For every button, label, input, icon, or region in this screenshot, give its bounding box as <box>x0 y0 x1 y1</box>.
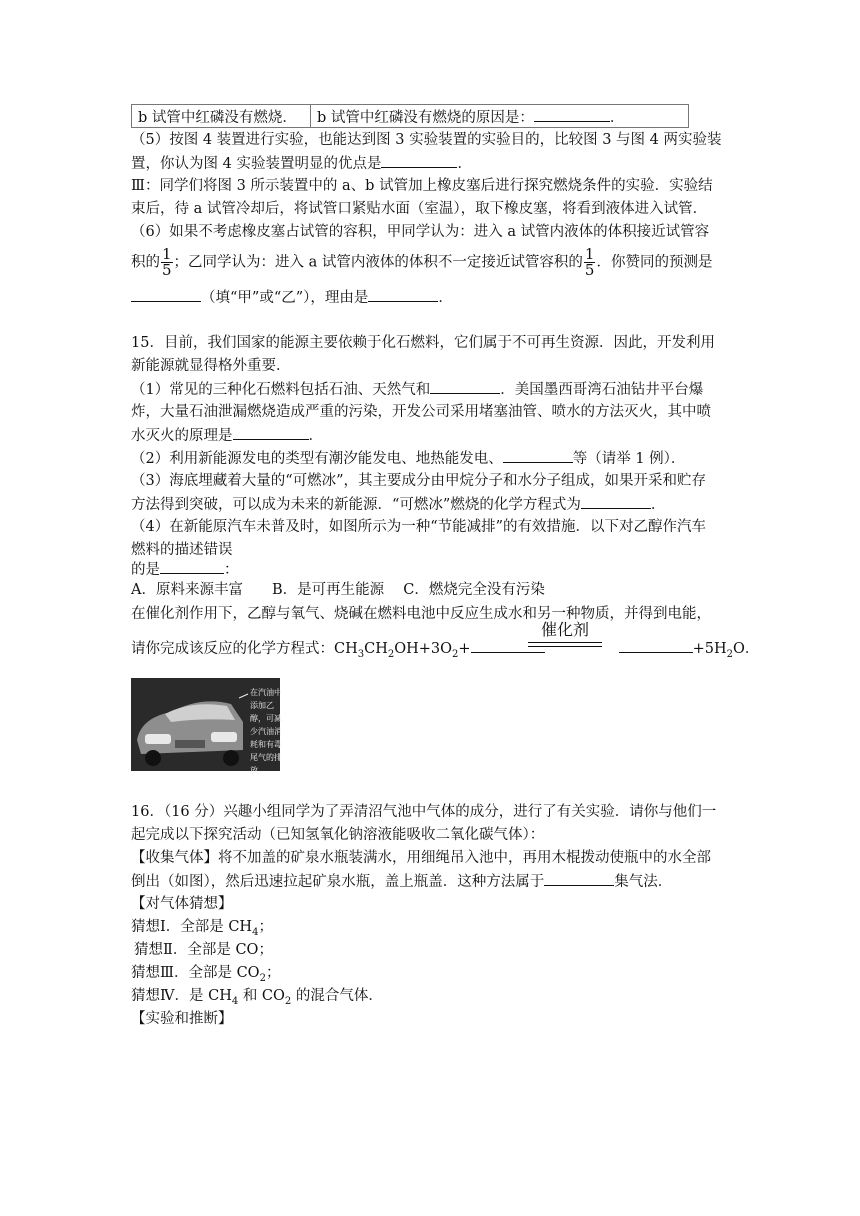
punct: ． <box>457 156 472 172</box>
q15-intro-line2 <box>131 356 291 376</box>
text: 倒出（如图），然后迅速拉起矿泉水瓶，盖上瓶盖．这种方法属于 <box>131 874 545 890</box>
text: 猜想Ⅱ．全部是 CO； <box>134 942 273 958</box>
subscript: 2 <box>452 648 459 660</box>
equals-sign <box>528 642 602 647</box>
q14-part5-line1 <box>131 130 722 150</box>
car-photo-caption: 在汽油中添加乙醇，可减少汽油消耗和有毒尾气的排放。 <box>250 688 282 775</box>
punct: ． <box>308 428 323 444</box>
text: 请你完成该反应的化学方程式：CH <box>131 641 358 657</box>
subscript: 2 <box>726 648 733 660</box>
text: ： <box>224 562 239 578</box>
table-cell-observation <box>132 105 311 128</box>
q15-s3-line2 <box>131 494 665 515</box>
q16-experiment-heading <box>131 1009 233 1029</box>
text: ．美国墨西哥湾石油钻井平台爆 <box>500 382 704 398</box>
frac-den: 5 <box>162 261 172 279</box>
q15-s1-line1 <box>131 379 703 400</box>
text: O． <box>732 641 760 657</box>
answer-blank[interactable] <box>381 153 457 168</box>
text: 燃料的描述错误 <box>131 542 233 558</box>
q16-guess1 <box>131 917 273 943</box>
q15-s4-line1 <box>131 517 706 537</box>
q15-s4-line3 <box>131 559 239 580</box>
catalyst-condition <box>528 620 602 647</box>
q16-intro-line2 <box>131 825 544 845</box>
text: （3）海底埋藏着大量的“可燃冰”，其主要成分由甲烷分子和水分子组成，如果开采和贮存 <box>131 473 707 489</box>
fraction-one-fifth <box>584 247 596 278</box>
text: OH+3O <box>394 641 453 657</box>
fraction-one-fifth <box>161 247 173 278</box>
q14-part6-line1 <box>131 222 709 242</box>
text: 和 CO <box>238 988 285 1004</box>
subscript: 2 <box>387 648 395 660</box>
text: 的是 <box>131 562 160 578</box>
q14-part3-line2 <box>131 199 707 219</box>
answer-blank[interactable] <box>534 107 610 122</box>
answer-blank[interactable] <box>160 559 224 574</box>
q16-collect-line2 <box>131 871 672 892</box>
answer-blank[interactable] <box>430 379 500 394</box>
text: 炸，大量石油泄漏燃烧造成严重的污染，开发公司采用堵塞油管、喷水的方法灭火，其中喷 <box>131 404 711 420</box>
answer-blank[interactable] <box>368 287 438 302</box>
q14-part3-line1 <box>131 176 713 196</box>
text: 新能源就显得格外重要． <box>131 358 291 374</box>
text: 【收集气体】将不加盖的矿泉水瓶装满水，用细绳吊入池中，再用木棍拨动使瓶中的水全部 <box>131 850 711 866</box>
subscript: 2 <box>259 972 266 984</box>
text: CH <box>364 641 388 657</box>
text: +5H <box>692 641 727 657</box>
answer-blank[interactable] <box>619 638 693 653</box>
answer-blank[interactable] <box>131 287 201 302</box>
text: + <box>458 641 471 657</box>
text: 在催化剂作用下，乙醇与氧气、烧碱在燃料电池中反应生成水和另一种物质，并得到电能， <box>131 606 711 622</box>
q16-guess3 <box>131 963 280 989</box>
punct: ． <box>650 497 666 513</box>
text: 15．目前，我们国家的能源主要依赖于化石燃料，它们属于不可再生资源．因此，开发利用 <box>131 335 715 351</box>
answer-blank[interactable] <box>544 871 614 886</box>
cell-text: b 试管中红磷没有燃烧． <box>138 109 297 126</box>
frac-num: 1 <box>162 245 172 263</box>
answer-blank[interactable] <box>233 425 309 440</box>
punct: ． <box>609 109 625 126</box>
text: 集气法． <box>614 874 673 890</box>
q15-s4-line5 <box>131 604 711 624</box>
q16-intro-line1 <box>131 802 716 822</box>
text: ； <box>258 919 273 935</box>
text: （4）在新能原汽车未普及时，如图所示为一种“节能减排”的有效措施．以下对乙醇作汽车 <box>131 519 707 535</box>
answer-blank[interactable] <box>581 494 651 509</box>
text: 起完成以下探究活动（已知氢氧化钠溶液能吸收二氧化碳气体）： <box>131 827 545 843</box>
text: （6）如果不考虑橡皮塞占试管的容积，甲同学认为：进入 a 试管内液体的体积接近试管容 <box>131 224 710 240</box>
text: （2）利用新能源发电的类型有潮汐能发电、地热能发电、 <box>131 451 503 467</box>
text: 的混合气体． <box>291 988 383 1004</box>
q16-guess2 <box>134 940 273 960</box>
cell-text: b 试管中红磷没有燃烧的原因是： <box>317 109 534 126</box>
text: A．原料来源丰富 B．是可再生能源 C．燃烧完全没有污染 <box>131 582 545 598</box>
text: 猜想Ⅲ．全部是 CO <box>131 965 260 981</box>
q15-s1-line3 <box>131 425 323 446</box>
catalyst-label: 催化剂 <box>540 620 589 639</box>
text: （1）常见的三种化石燃料包括石油、天然气和 <box>131 382 431 398</box>
q14-part5-line2 <box>131 153 472 174</box>
text: 猜想Ⅰ．全部是 CH <box>131 919 253 935</box>
q15-s2-line <box>131 448 685 469</box>
subscript: 2 <box>284 995 292 1007</box>
observation-table <box>131 104 689 128</box>
text: 束后，待 a 试管冷却后，将试管口紧贴水面（室温），取下橡皮塞，将看到液体进入试管． <box>131 201 708 217</box>
q16-collect-line1 <box>131 848 711 868</box>
q15-options <box>131 580 545 600</box>
text: 猜想Ⅳ．是 CH <box>131 988 232 1004</box>
answer-blank[interactable] <box>503 448 573 463</box>
table-row <box>132 105 689 128</box>
text: 水灭火的原理是 <box>131 428 233 444</box>
text: 【对气体猜想】 <box>131 896 233 912</box>
text: 方法得到突破，可以成为未来的新能源．“可燃冰”燃烧的化学方程式为 <box>131 497 581 513</box>
q14-part6-line3 <box>131 287 453 308</box>
q15-s4-line2 <box>131 540 233 560</box>
q15-s1-line2 <box>131 402 711 422</box>
text: ．你赞同的预测是 <box>596 254 713 271</box>
frac-den: 5 <box>584 261 595 279</box>
punct: ． <box>438 290 453 306</box>
frac-num: 1 <box>584 245 595 263</box>
q16-guess4 <box>131 986 383 1012</box>
q15-equation-line <box>131 638 759 665</box>
subscript: 4 <box>252 926 259 938</box>
text: 等（请举 1 例）． <box>572 451 686 467</box>
text: 【实验和推断】 <box>131 1011 233 1027</box>
q15-s3-line1 <box>131 471 706 491</box>
text: Ⅲ：同学们将图 3 所示装置中的 a、b 试管加上橡皮塞后进行探究燃烧条件的实验．实验结 <box>131 178 713 194</box>
q14-part6-line2 <box>131 247 712 278</box>
table-cell-reason <box>311 105 689 128</box>
text: 积的 <box>131 254 160 271</box>
text: 16．（16 分）兴趣小组同学为了弄清沼气池中气体的成分，进行了有关实验．请你与他们一 <box>131 804 717 820</box>
text: ； <box>265 965 281 981</box>
q15-intro-line1 <box>131 333 715 353</box>
text: 置，你认为图 4 实验装置明显的优点是 <box>131 156 382 172</box>
text: （5）按图 4 装置进行实验，也能达到图 3 实验装置的实验目的，比较图 3 与图 4 两实验装 <box>131 132 722 148</box>
text: （填“甲”或“乙”），理由是 <box>201 290 369 306</box>
subscript: 4 <box>231 995 239 1007</box>
text: ；乙同学认为：进入 a 试管内液体的体积不一定接近试管容积的 <box>173 254 583 271</box>
subscript: 3 <box>357 648 365 660</box>
q16-guess-heading <box>131 894 233 914</box>
